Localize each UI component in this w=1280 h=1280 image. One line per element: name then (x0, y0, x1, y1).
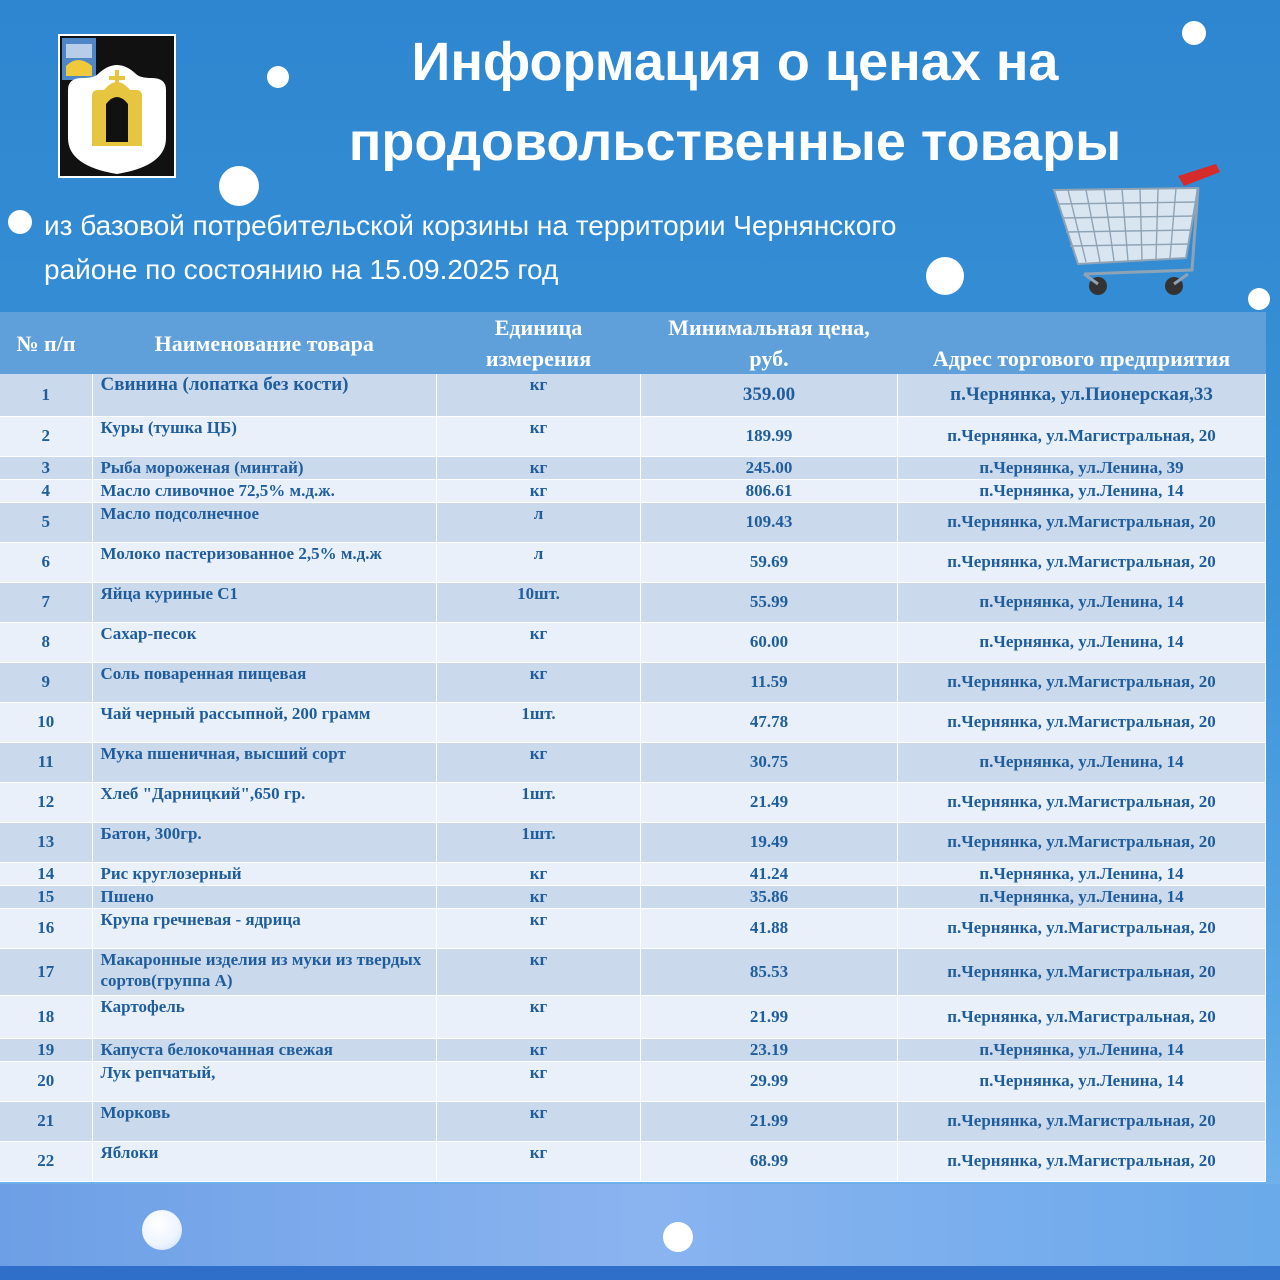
min-price: 21.99 (641, 995, 898, 1038)
product-name: Батон, 300гр. (92, 822, 437, 862)
bubble-decoration (663, 1222, 693, 1252)
title-line-1: Информация о ценах на (411, 32, 1059, 92)
min-price: 30.75 (641, 742, 898, 782)
store-address: п.Чернянка, ул.Ленина, 14 (898, 862, 1266, 885)
min-price: 109.43 (641, 502, 898, 542)
min-price: 806.61 (641, 479, 898, 502)
table-row (0, 1141, 1266, 1181)
product-name: Рыба мороженая (минтай) (92, 456, 437, 479)
table-row (0, 416, 1266, 456)
unit-of-measure: кг (437, 662, 641, 702)
min-price: 47.78 (641, 702, 898, 742)
store-address: п.Чернянка, ул.Магистральная, 20 (898, 782, 1266, 822)
row-number: 8 (0, 622, 92, 662)
product-name: Масло сливочное 72,5% м.д.ж. (92, 479, 437, 502)
unit-of-measure: кг (437, 862, 641, 885)
table-header-row (0, 312, 1266, 374)
unit-of-measure: кг (437, 995, 641, 1038)
unit-of-measure: кг (437, 948, 641, 995)
product-name: Пшено (92, 885, 437, 908)
table-row (0, 582, 1266, 622)
table-row (0, 995, 1266, 1038)
row-number: 15 (0, 885, 92, 908)
unit-of-measure: кг (437, 1101, 641, 1141)
store-address: п.Чернянка, ул.Магистральная, 20 (898, 948, 1266, 995)
table-row (0, 908, 1266, 948)
unit-of-measure: л (437, 542, 641, 582)
store-address: п.Чернянка, ул.Магистральная, 20 (898, 502, 1266, 542)
table-row (0, 456, 1266, 479)
row-number: 2 (0, 416, 92, 456)
unit-of-measure: кг (437, 1061, 641, 1101)
table-row (0, 374, 1266, 416)
min-price: 60.00 (641, 622, 898, 662)
store-address: п.Чернянка, ул.Магистральная, 20 (898, 1141, 1266, 1181)
store-address: п.Чернянка, ул.Магистральная, 20 (898, 1101, 1266, 1141)
table-row (0, 822, 1266, 862)
bubble-decoration (1248, 288, 1270, 310)
unit-of-measure: кг (437, 374, 641, 416)
row-number: 17 (0, 948, 92, 995)
store-address: п.Чернянка, ул.Ленина, 14 (898, 479, 1266, 502)
bubble-decoration (267, 66, 289, 88)
header-name: Наименование товара (92, 312, 437, 374)
subtitle-line-2: районе по состоянию на 15.09.2025 год (44, 254, 559, 285)
product-name: Рис круглозерный (92, 862, 437, 885)
table-row (0, 1038, 1266, 1061)
min-price: 359.00 (641, 374, 898, 416)
unit-of-measure: кг (437, 622, 641, 662)
store-address: п.Чернянка, ул.Пионерская,33 (898, 374, 1266, 416)
row-number: 1 (0, 374, 92, 416)
product-name: Куры (тушка ЦБ) (92, 416, 437, 456)
product-name: Яблоки (92, 1141, 437, 1181)
table-row (0, 948, 1266, 995)
row-number: 10 (0, 702, 92, 742)
store-address: п.Чернянка, ул.Ленина, 14 (898, 622, 1266, 662)
table-row (0, 1061, 1266, 1101)
store-address: п.Чернянка, ул.Ленина, 14 (898, 582, 1266, 622)
unit-of-measure: 1шт. (437, 702, 641, 742)
min-price: 59.69 (641, 542, 898, 582)
table-row (0, 1101, 1266, 1141)
store-address: п.Чернянка, ул.Ленина, 14 (898, 1061, 1266, 1101)
min-price: 85.53 (641, 948, 898, 995)
table-row (0, 782, 1266, 822)
unit-of-measure: кг (437, 416, 641, 456)
header-price-line-1: Минимальная цена, (668, 315, 870, 340)
product-name: Соль поваренная пищевая (92, 662, 437, 702)
row-number: 16 (0, 908, 92, 948)
store-address: п.Чернянка, ул.Магистральная, 20 (898, 822, 1266, 862)
row-number: 5 (0, 502, 92, 542)
product-name: Мука пшеничная, высший сорт (92, 742, 437, 782)
row-number: 22 (0, 1141, 92, 1181)
store-address: п.Чернянка, ул.Магистральная, 20 (898, 908, 1266, 948)
shopping-cart-icon (1048, 156, 1234, 302)
product-name: Молоко пастеризованное 2,5% м.д.ж (92, 542, 437, 582)
unit-of-measure: кг (437, 885, 641, 908)
min-price: 189.99 (641, 416, 898, 456)
min-price: 11.59 (641, 662, 898, 702)
subtitle-line-1: из базовой потребительской корзины на территории Чернянского (44, 210, 897, 241)
min-price: 21.49 (641, 782, 898, 822)
bubble-decoration (219, 166, 259, 206)
row-number: 7 (0, 582, 92, 622)
table-row (0, 542, 1266, 582)
product-name: Яйца куриные С1 (92, 582, 437, 622)
header-unit-line-2: измерения (485, 346, 592, 371)
unit-of-measure: кг (437, 456, 641, 479)
table-row (0, 742, 1266, 782)
product-name: Свинина (лопатка без кости) (92, 374, 437, 416)
unit-of-measure: кг (437, 742, 641, 782)
product-name: Лук репчатый, (92, 1061, 437, 1101)
header-num: № п/п (0, 312, 92, 374)
coat-of-arms-icon (58, 34, 176, 178)
table-row (0, 662, 1266, 702)
product-name: Хлеб "Дарницкий",650 гр. (92, 782, 437, 822)
header-unit-line-1: Единица (494, 315, 583, 340)
min-price: 68.99 (641, 1141, 898, 1181)
row-number: 11 (0, 742, 92, 782)
row-number: 13 (0, 822, 92, 862)
unit-of-measure: 1шт. (437, 782, 641, 822)
row-number: 21 (0, 1101, 92, 1141)
page-title (300, 22, 1170, 182)
row-number: 20 (0, 1061, 92, 1101)
row-number: 6 (0, 542, 92, 582)
store-address: п.Чернянка, ул.Магистральная, 20 (898, 662, 1266, 702)
row-number: 4 (0, 479, 92, 502)
prices-table (0, 312, 1266, 1182)
header-price (641, 312, 898, 374)
header-unit (437, 312, 641, 374)
min-price: 41.24 (641, 862, 898, 885)
product-name: Капуста белокочанная свежая (92, 1038, 437, 1061)
row-number: 19 (0, 1038, 92, 1061)
min-price: 55.99 (641, 582, 898, 622)
min-price: 19.49 (641, 822, 898, 862)
store-address: п.Чернянка, ул.Магистральная, 20 (898, 416, 1266, 456)
unit-of-measure: 10шт. (437, 582, 641, 622)
product-name: Макаронные изделия из муки из твердых сортов(группа А) (92, 948, 437, 995)
table-row (0, 862, 1266, 885)
product-name: Чай черный рассыпной, 200 грамм (92, 702, 437, 742)
store-address: п.Чернянка, ул.Магистральная, 20 (898, 702, 1266, 742)
unit-of-measure: кг (437, 908, 641, 948)
min-price: 41.88 (641, 908, 898, 948)
title-line-2: продовольственные товары (348, 112, 1122, 172)
header-price-line-2: руб. (749, 346, 789, 371)
store-address: п.Чернянка, ул.Магистральная, 20 (898, 542, 1266, 582)
min-price: 29.99 (641, 1061, 898, 1101)
page-subtitle (44, 204, 1034, 292)
min-price: 23.19 (641, 1038, 898, 1061)
table-row (0, 479, 1266, 502)
row-number: 3 (0, 456, 92, 479)
table-row (0, 885, 1266, 908)
store-address: п.Чернянка, ул.Магистральная, 20 (898, 995, 1266, 1038)
product-name: Сахар-песок (92, 622, 437, 662)
store-address: п.Чернянка, ул.Ленина, 14 (898, 742, 1266, 782)
header-address: Адрес торгового предприятия (898, 312, 1266, 374)
table-row (0, 702, 1266, 742)
bubble-decoration (8, 210, 32, 234)
unit-of-measure: кг (437, 1141, 641, 1181)
unit-of-measure: 1шт. (437, 822, 641, 862)
bubble-decoration (142, 1210, 182, 1250)
row-number: 9 (0, 662, 92, 702)
row-number: 14 (0, 862, 92, 885)
row-number: 12 (0, 782, 92, 822)
min-price: 21.99 (641, 1101, 898, 1141)
store-address: п.Чернянка, ул.Ленина, 39 (898, 456, 1266, 479)
min-price: 35.86 (641, 885, 898, 908)
min-price: 245.00 (641, 456, 898, 479)
unit-of-measure: кг (437, 479, 641, 502)
table-row (0, 502, 1266, 542)
bubble-decoration (1182, 21, 1206, 45)
table-row (0, 622, 1266, 662)
store-address: п.Чернянка, ул.Ленина, 14 (898, 1038, 1266, 1061)
bottom-strip (0, 1266, 1280, 1280)
row-number: 18 (0, 995, 92, 1038)
product-name: Морковь (92, 1101, 437, 1141)
store-address: п.Чернянка, ул.Ленина, 14 (898, 885, 1266, 908)
unit-of-measure: кг (437, 1038, 641, 1061)
product-name: Масло подсолнечное (92, 502, 437, 542)
product-name: Крупа гречневая - ядрица (92, 908, 437, 948)
unit-of-measure: л (437, 502, 641, 542)
product-name: Картофель (92, 995, 437, 1038)
